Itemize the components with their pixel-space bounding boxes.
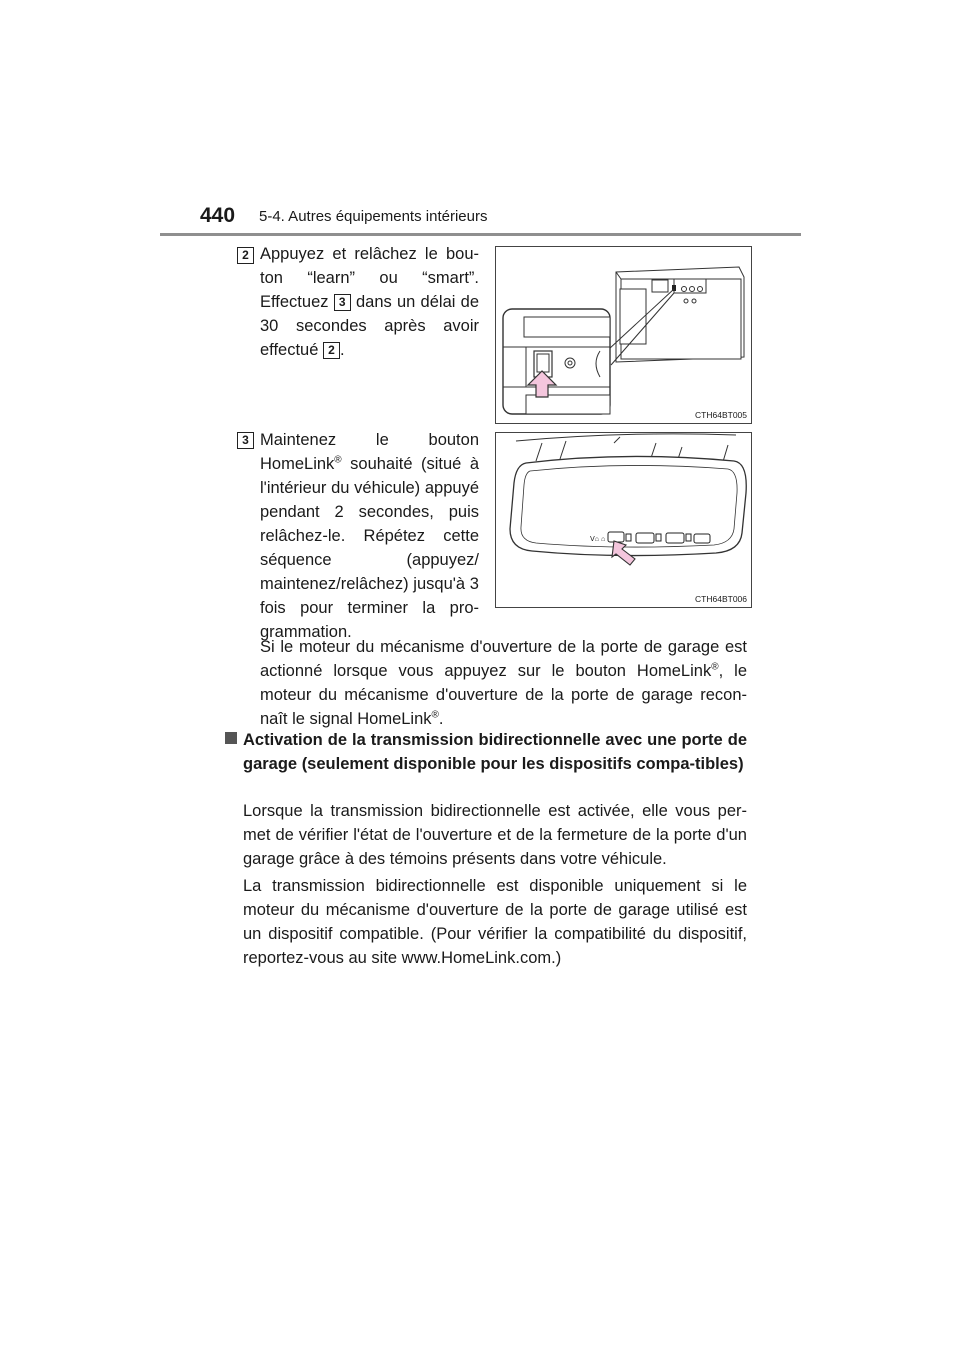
note-c: . <box>438 710 444 728</box>
note-a: Si le moteur du mécanisme d'ouverture de la porte de garage est actionné lorsque vous appuyez sur le bouton HomeLink <box>260 638 747 680</box>
step-ref-2-badge: 2 <box>323 342 340 359</box>
figure-garage-opener <box>495 246 752 424</box>
step-2-badge: 2 <box>237 247 254 264</box>
step-ref-3-badge: 3 <box>334 294 351 311</box>
step-3-text-a: Maintenez le bouton HomeLink <box>260 431 479 473</box>
step-3-text <box>260 428 479 644</box>
svg-text:Ⅴ⌂ ⌂: Ⅴ⌂ ⌂ <box>590 536 606 543</box>
mirror-illustration <box>496 433 751 607</box>
header-rule <box>160 233 801 236</box>
step-2-line2-pre: Effectuez <box>260 293 329 311</box>
registered-mark: ® <box>334 454 342 466</box>
step-3-badge: 3 <box>237 432 254 449</box>
figure-2-code: CTH64BT006 <box>695 594 747 604</box>
activation-paragraph-1: Lorsque la transmission bidirectionnelle est activée, elle vous per-met de vérifier l'état de l'ouverture et de la fermeture de la porte d'un garage grâce à des témoins présents dans votre véhicule. <box>243 802 747 868</box>
figure-rearview-mirror <box>495 432 752 608</box>
section-title: 5-4. Autres équipements intérieurs <box>259 208 488 225</box>
step-2-line1: Appuyez et relâchez le bou-ton “learn” ou “smart”. <box>260 245 479 287</box>
figure-1-code: CTH64BT005 <box>695 410 747 420</box>
step-2-line2-post: dans un délai de 30 secondes après avoir effectué <box>260 293 479 359</box>
page-number: 440 <box>200 204 236 227</box>
step-3-text-b: souhaité (situé à l'intérieur du véhicule) appuyé pendant 2 secondes, puis relâchez-le. Répétez cette séquence (appuyez/ maintenez/relâchez) jusqu'à 3 fois pour terminer la pro-grammation. <box>260 455 480 641</box>
registered-mark: ® <box>711 661 719 673</box>
step-2-period: . <box>340 341 345 359</box>
step-3-note <box>260 635 747 731</box>
activation-heading: Activation de la transmission bidirectionnelle avec une porte de garage (seulement disponible pour les dispositifs compa-tibles) <box>243 731 747 773</box>
note-b: , le moteur du mécanisme d'ouverture de la porte de garage recon-naît le signal HomeLink <box>260 662 747 728</box>
page-header <box>200 204 800 236</box>
step-2-text <box>260 242 479 362</box>
registered-mark: ® <box>431 709 439 721</box>
garage-opener-illustration <box>496 247 751 423</box>
section-bullet-icon <box>225 732 237 744</box>
activation-paragraph-2: La transmission bidirectionnelle est disponible uniquement si le moteur du mécanisme d'ouverture de la porte de garage utilisé est un dispositif compatible. (Pour vérifier la compatibilité du dispositif, reportez-vous au site www.HomeLink.com.) <box>243 877 747 967</box>
